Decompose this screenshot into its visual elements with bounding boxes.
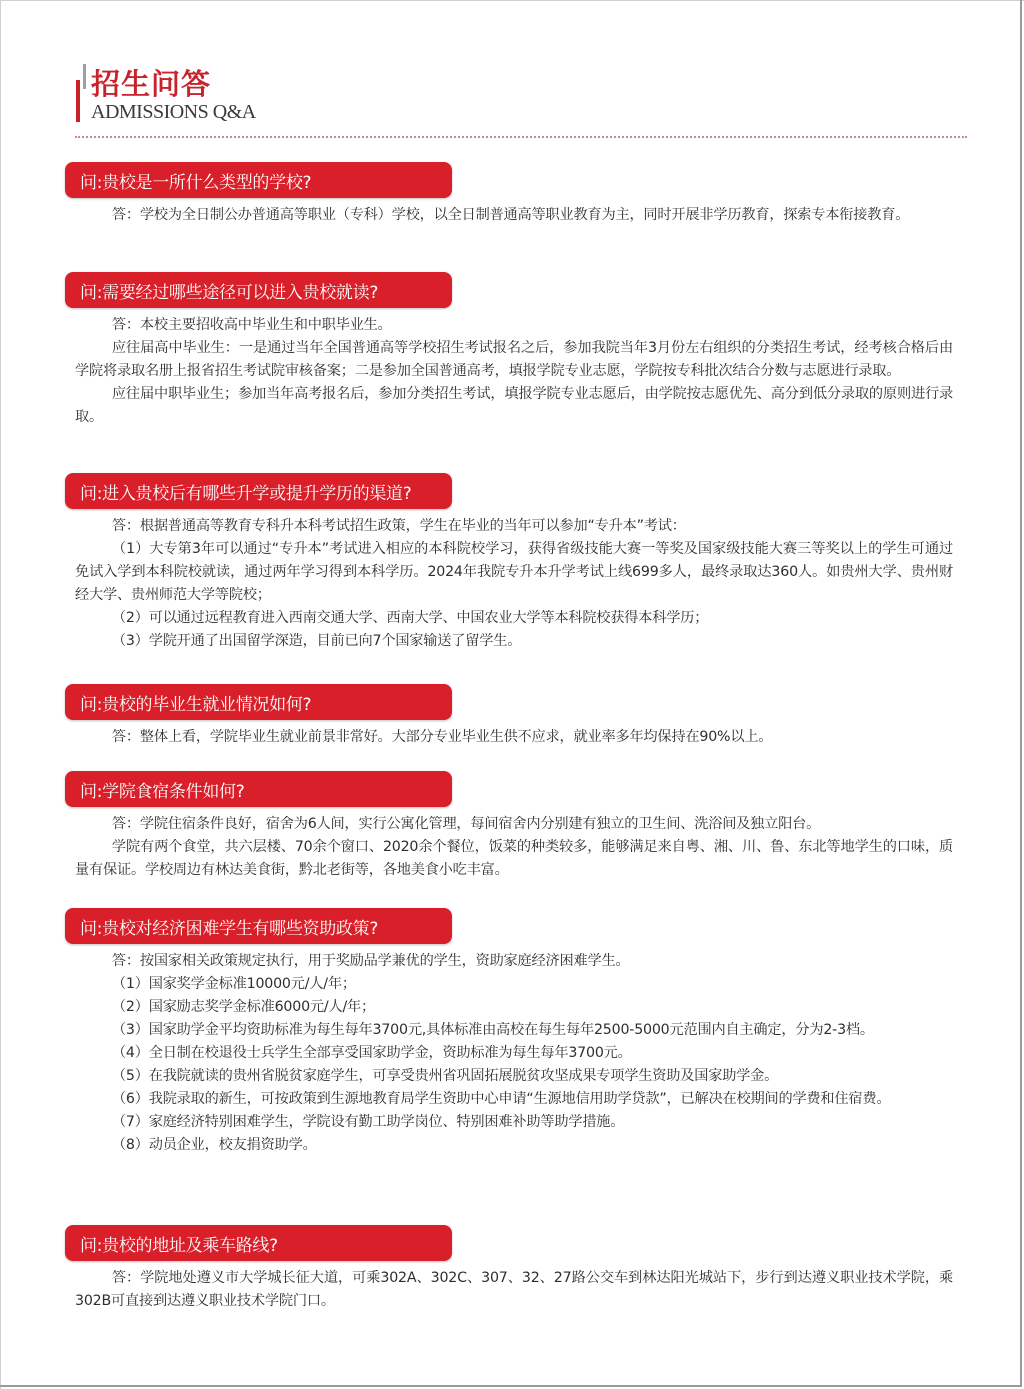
answer-block [65,314,953,429]
qa-item [65,272,953,429]
answer-paragraph: 答：学院住宿条件良好，宿舍为6人间，实行公寓化管理，每间宿舍内分别建有独立的卫生间、洗浴间及独立阳台。 [111,816,821,832]
answer-paragraph: （3）国家助学金平均资助标准为每生每年3700元,具体标准由高校在每生每年2500-5000元范围内自主确定，分为2-3档。 [111,1022,874,1038]
answer-paragraph: 学院有两个食堂，共六层楼、70余个窗口、2020余个餐位，饭菜的种类较多，能够满足来自粤、湘、川、鲁、东北等地学生的口味，质量有保证。学校周边有林达美食街，黔北老街等，各地美食小吃丰富。 [75,839,953,878]
page-title: 招生问答 [91,67,212,101]
question-text: 问:学院食宿条件如何? [80,781,245,802]
answer-paragraph: （1）国家奖学金标准10000元/人/年； [111,976,356,992]
header-accent-bar-red [76,80,80,122]
qa-item [65,771,953,882]
question-banner [65,162,452,198]
answer-paragraph: 答：学校为全日制公办普通高等职业（专科）学校，以全日制普通高等职业教育为主，同时开展非学历教育，探索专本衔接教育。 [111,207,910,223]
qa-item [65,162,953,227]
question-banner [65,473,452,509]
qa-item [65,908,953,1157]
answer-paragraph: （7）家庭经济特别困难学生，学院设有勤工助学岗位、特别困难补助等助学措施。 [111,1114,625,1130]
answer-paragraph: 答：根据普通高等教育专科升本科考试招生政策，学生在毕业的当年可以参加“专升本”考试： [111,518,686,534]
question-banner [65,684,452,720]
question-text: 问:贵校的地址及乘车路线? [80,1235,278,1256]
answer-paragraph: 应往届中职毕业生；参加当年高考报名后，参加分类招生考试，填报学院专业志愿后，由学院按志愿优先、高分到低分录取的原则进行录取。 [75,386,953,425]
answer-paragraph: （6）我院录取的新生，可按政策到生源地教育局学生资助中心申请“生源地信用助学贷款”，已解决在校期间的学费和住宿费。 [111,1091,891,1107]
header-divider [75,136,967,138]
answer-block [65,1267,953,1313]
answer-paragraph: （2）国家励志奖学金标准6000元/人/年； [111,999,376,1015]
answer-paragraph: 答：按国家相关政策规定执行，用于奖励品学兼优的学生，资助家庭经济困难学生。 [111,953,630,969]
question-banner [65,272,452,308]
answer-block [65,950,953,1157]
answer-paragraph: 答：学院地处遵义市大学城长征大道，可乘302A、302C、307、32、27路公交车到林达阳光城站下，步行到达遵义职业技术学院，乘302B可直接到达遵义职业技术学院门口。 [75,1270,953,1309]
question-text: 问:进入贵校后有哪些升学或提升学历的渠道? [80,483,412,504]
answer-block [65,813,953,882]
answer-paragraph: （1）大专第3年可以通过“专升本”考试进入相应的本科院校学习，获得省级技能大赛一等奖及国家级技能大赛三等奖以上的学生可通过免试入学到本科院校就读，通过两年学习得到本科学历。2024年我院专升本升学考试上线699多人，最终录取达360人。如贵州大学、贵州财经大学、贵州师范大学等院校； [75,541,953,603]
answer-block [65,204,953,227]
answer-block [65,515,953,653]
answer-paragraph: 答：本校主要招收高中毕业生和中职毕业生。 [111,317,392,333]
question-banner [65,771,452,807]
question-text: 问:贵校对经济困难学生有哪些资助政策? [80,918,379,939]
qa-item [65,473,953,653]
question-banner [65,908,452,944]
answer-paragraph: 答：整体上看，学院毕业生就业前景非常好。大部分专业毕业生供不应求，就业率多年均保持在90%以上。 [111,729,773,745]
header-accent-bar-gray [83,64,86,89]
answer-block [65,726,953,749]
answer-paragraph: 应往届高中毕业生：一是通过当年全国普通高等学校招生考试报名之后，参加我院当年3月份左右组织的分类招生考试，经考核合格后由学院将录取名册上报省招生考试院审核备案；二是参加全国普通高考，填报学院专业志愿，学院按专科批次结合分数与志愿进行录取。 [75,340,953,379]
question-banner [65,1225,452,1261]
answer-paragraph: （3）学院开通了出国留学深造，目前已向7个国家输送了留学生。 [111,633,522,649]
page-subtitle: ADMISSIONS Q&A [91,101,256,123]
answer-paragraph: （5）在我院就读的贵州省脱贫家庭学生，可享受贵州省巩固拓展脱贫攻坚成果专项学生资助及国家助学金。 [111,1068,779,1084]
qa-item [65,1225,953,1313]
question-text: 问:需要经过哪些途径可以进入贵校就读? [80,282,379,303]
answer-paragraph: （8）动员企业，校友捐资助学。 [111,1137,317,1153]
question-text: 问:贵校的毕业生就业情况如何? [80,694,312,715]
qa-item [65,684,953,749]
answer-paragraph: （2）可以通过远程教育进入西南交通大学、西南大学、中国农业大学等本科院校获得本科学历； [111,610,709,626]
answer-paragraph: （4）全日制在校退役士兵学生全部享受国家助学金，资助标准为每生每年3700元。 [111,1045,632,1061]
question-text: 问:贵校是一所什么类型的学校? [80,172,312,193]
